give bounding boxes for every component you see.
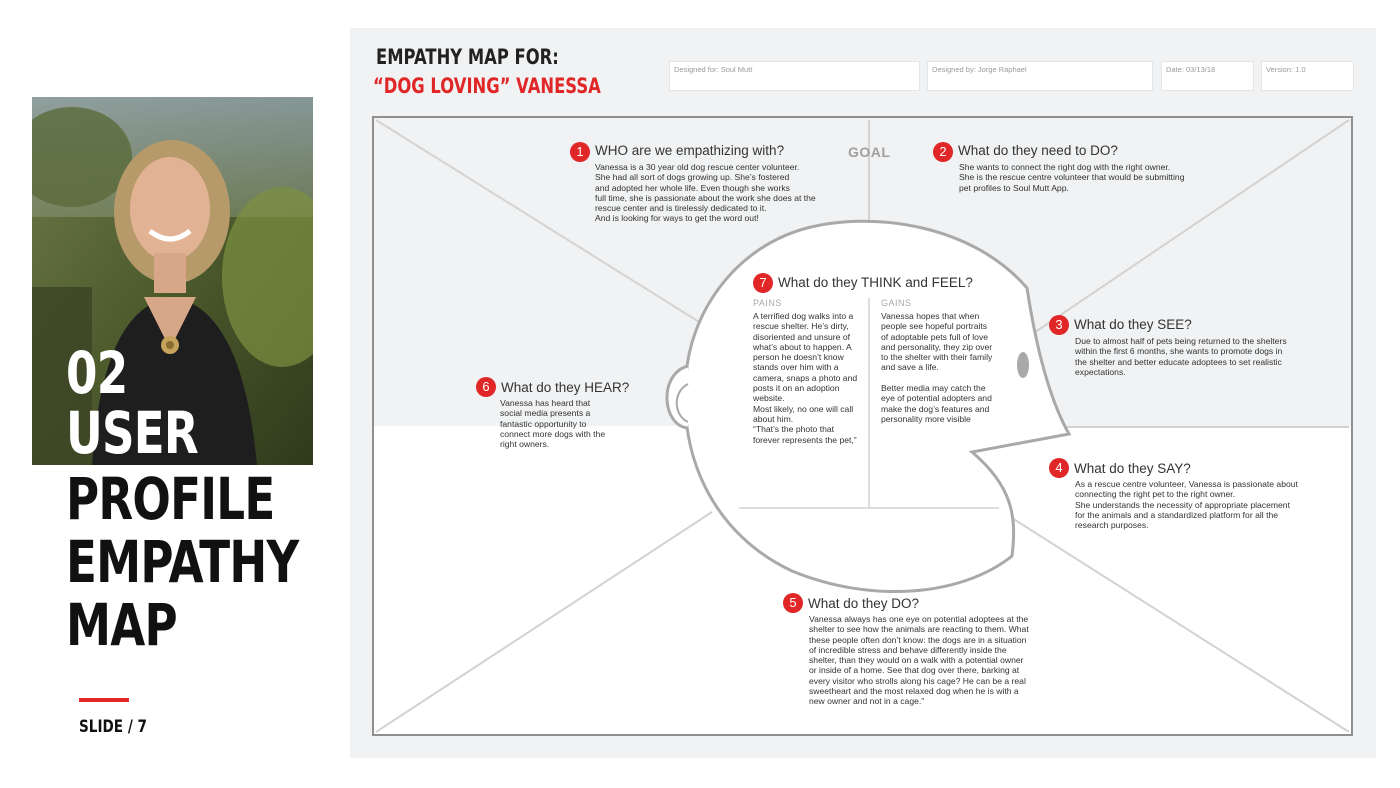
accent-divider [79,698,129,702]
gains-body: Vanessa hopes that when people see hopeful portraits of adoptable pets full of love and personality, they zip over to the shelter with their family and save a life. Better media may catch the eye of potential adopters and make the dog’s features and personality more visible [881,311,993,424]
section-number-badge-who: 1 [570,142,590,162]
section-number-badge-need: 2 [933,142,953,162]
designed-by-field: Designed by: Jorge Raphael [927,61,1153,91]
do-title: What do they DO? [808,596,920,611]
diagonal-bottom-left [376,512,712,732]
hear-body: Vanessa has heard that social media presents a fantastic opportunity to connect more dogs with the right owners. [500,398,606,450]
section-title-line-map: MAP [66,591,177,659]
section-number-badge-do: 5 [783,593,803,613]
date-field: Date: 03/13/18 [1161,61,1254,91]
goal-label: GOAL [848,144,891,160]
designed-for-field: Designed for: Soul Mutt [669,61,920,91]
need-body: She wants to connect the right dog with the right owner. She is the rescue centre volunteer that would be submitting pet profiles to Soul Mutt App. [959,162,1185,193]
slide-number-label: SLIDE / 7 [79,717,147,737]
eye [1017,352,1029,378]
pains-body: A terrified dog walks into a rescue shelter. He’s dirty, disoriented and unsure of what’s about to happen. A person he doesn’t know stands over him with a camera, snaps a photo and posts it on an adoption website. Most likely, no one will call about him. “That’s the photo that forever represents the pet,” [753,311,858,445]
see-title: What do they SEE? [1074,317,1192,332]
map-heading: EMPATHY MAP FOR: [376,45,559,69]
hear-title: What do they HEAR? [501,380,630,395]
who-title: WHO are we empathizing with? [595,143,785,158]
persona-name: “DOG LOVING” VANESSA [373,74,601,98]
gains-label: GAINS [881,298,912,308]
need-title: What do they need to DO? [958,143,1118,158]
pains-label: PAINS [753,298,782,308]
section-number: 02 [66,339,128,407]
section-title-line-profile: PROFILE [66,465,275,533]
section-number-badge-see: 3 [1049,315,1069,335]
section-number-badge-think: 7 [753,273,773,293]
section-title-line-empathy: EMPATHY [66,528,299,596]
version-field: Version: 1.0 [1261,61,1354,91]
see-body: Due to almost half of pets being returned to the shelters within the first 6 months, she wants to promote dogs in the shelter and better educate adoptees to set realistic expectations. [1075,336,1287,377]
who-body: Vanessa is a 30 year old dog rescue center volunteer. She had all sort of dogs growing up. She’s fostered and adopted her whole life. Even though she works full time, she is passionate about the work she does at the rescue center and is tirelessly dedicated to it. And is looking for ways to get the word out! [595,162,816,224]
section-number-badge-say: 4 [1049,458,1069,478]
say-body: As a rescue centre volunteer, Vanessa is passionate about connecting the right pet to the right owner. She understands the necessity of appropriate placement for the animals and a standardized platform for all the research purposes. [1075,479,1298,531]
think-title: What do they THINK and FEEL? [778,275,973,290]
say-title: What do they SAY? [1074,461,1191,476]
section-title-line-user: USER [66,399,198,467]
do-body: Vanessa always has one eye on potential adoptees at the shelter to see how the animals are reacting to them. What these people often don’t know: the dogs are in a situation of incredible stress and behave differently inside the shelter, than they would on a walk with a potential owner or inside of a home. See that dog over there, barking at every visitor who strolls along his cage? He can be a real sweetheart and the most relaxed dog when he is with a new owner and not in a cage.” [809,614,1029,707]
section-number-badge-hear: 6 [476,377,496,397]
